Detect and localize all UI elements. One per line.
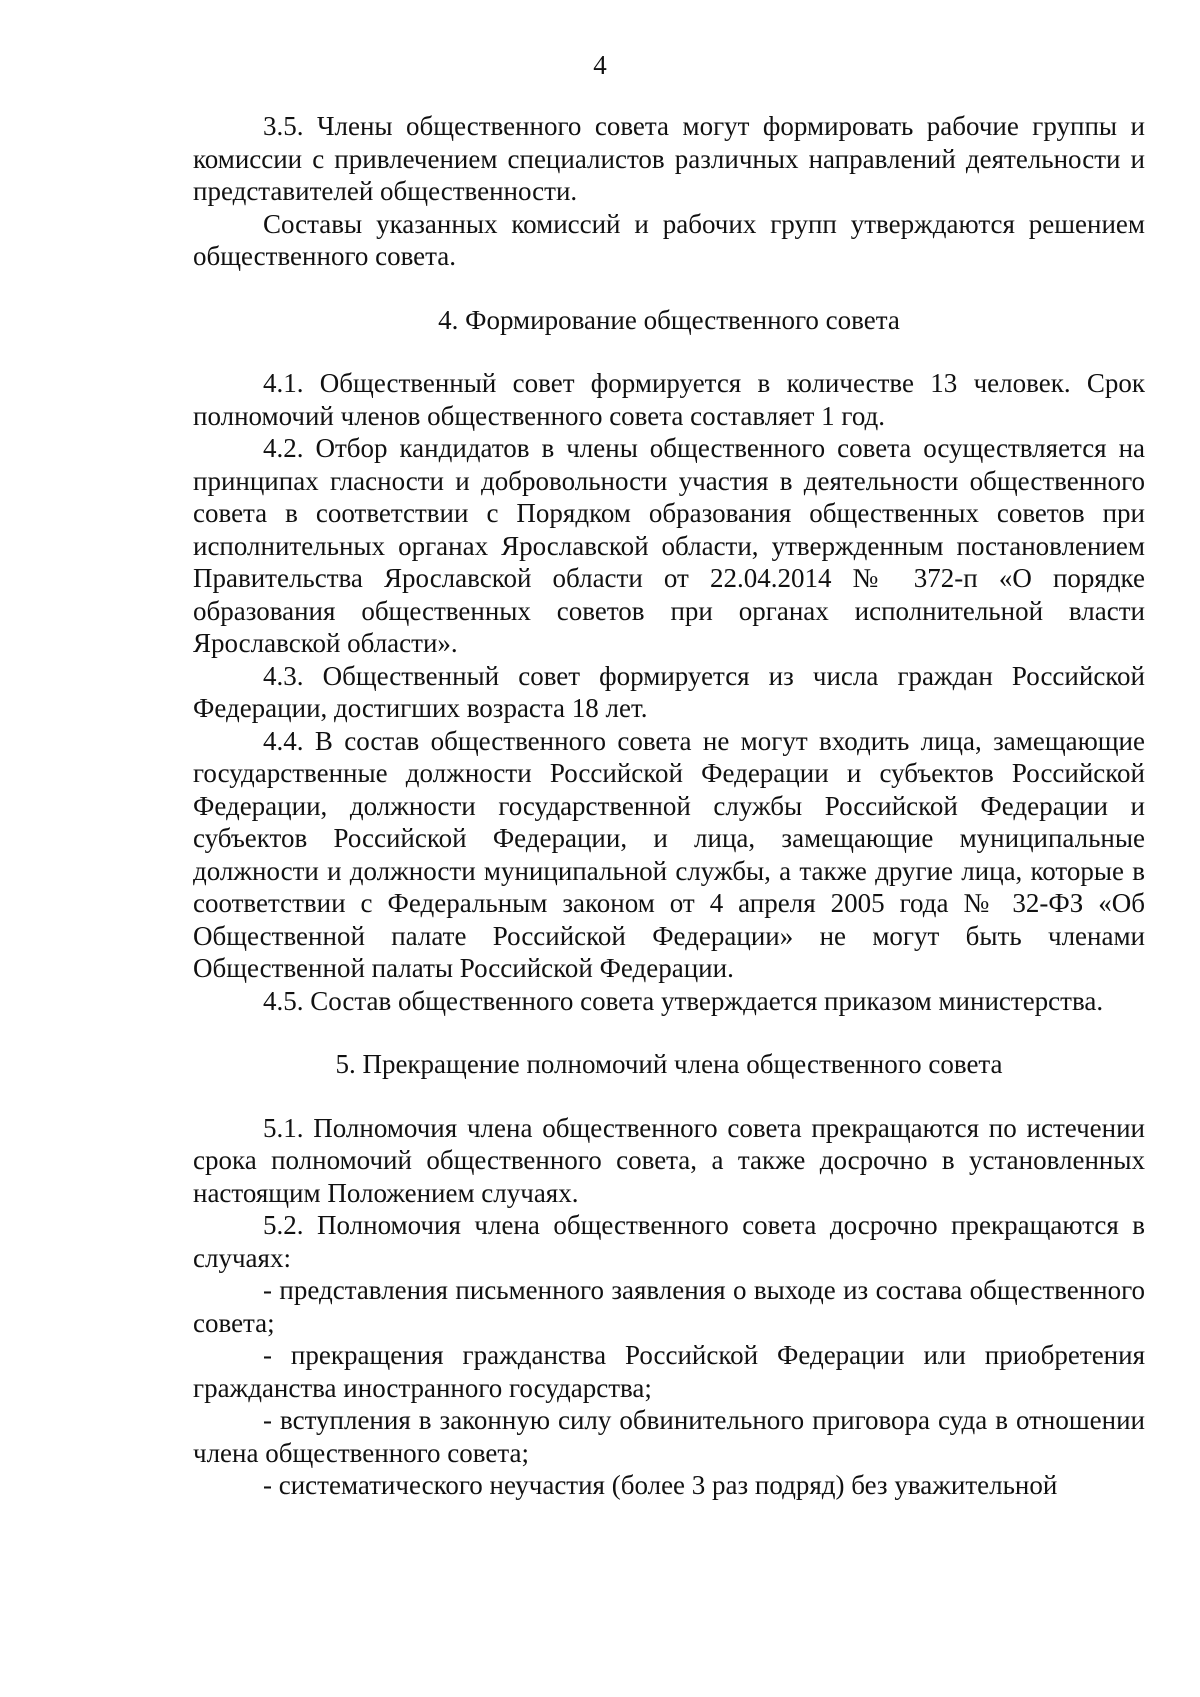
list-item-absence: - систематического неучастия (более 3 раз подряд) без уважительной bbox=[263, 1470, 1058, 1500]
paragraph-4-2: 4.2. Отбор кандидатов в члены общественного совета осуществляется на принципах гласности и добровольности участия в деятельности общественного совета в соответствии с Порядком образования общественных советов при исполнительных органах Ярославской области, утвержденным постановлением Правительства Ярославской области от 22.04.2014 № 372-п «О порядке образования общественных советов при органах исполнительной власти Ярославской области». bbox=[193, 433, 1145, 658]
section-heading-4: 4. Формирование общественного совета bbox=[438, 304, 900, 335]
paragraph-4-1: 4.1. Общественный совет формируется в количестве 13 человек. Срок полномочий членов общественного совета составляет 1 год. bbox=[193, 368, 1145, 431]
paragraph-4-5: 4.5. Состав общественного совета утверждается приказом министерства. bbox=[263, 985, 1104, 1016]
paragraph-commissions: Составы указанных комиссий и рабочих групп утверждаются решением общественного совета. bbox=[193, 208, 1145, 271]
section-heading-5: 5. Прекращение полномочий члена общественного совета bbox=[335, 1049, 1003, 1079]
document-body bbox=[193, 110, 1145, 1502]
paragraph-4-4: 4.4. В состав общественного совета не могут входить лица, замещающие государственные должности Российской Федерации и субъектов Российской Федерации, должности государственной службы Российской Федерации и субъектов Российской Федерации, и лица, замещающие муниципальные должности и должности муниципальной службы, а также другие лица, которые в соответствии с Федеральным законом от 4 апреля 2005 года № 32-ФЗ «Об Общественной палате Российской Федерации» не могут быть членами Общественной палаты Российской Федерации. bbox=[193, 725, 1145, 983]
paragraph-5-1: 5.1. Полномочия члена общественного совета прекращаются по истечении срока полномочий общественного совета, а также досрочно в установленных настоящим Положением случаях. bbox=[193, 1112, 1145, 1208]
list-item-verdict: - вступления в законную силу обвинительного приговора суда в отношении члена общественного совета; bbox=[193, 1405, 1145, 1468]
section-heading-block bbox=[193, 304, 1145, 337]
list-item-statement: - представления письменного заявления о выходе из состава общественного совета; bbox=[193, 1275, 1145, 1338]
page-number: 4 bbox=[593, 50, 607, 80]
paragraph-4-3: 4.3. Общественный совет формируется из числа граждан Российской Федерации, достигших возраста 18 лет. bbox=[193, 660, 1145, 723]
paragraph-3-5: 3.5. Члены общественного совета могут формировать рабочие группы и комиссии с привлечением специалистов различных направлений деятельности и представителей общественности. bbox=[193, 111, 1145, 206]
section-heading-block bbox=[193, 1048, 1145, 1081]
list-item-citizenship: - прекращения гражданства Российской Федерации или приобретения гражданства иностранного государства; bbox=[193, 1340, 1145, 1403]
paragraph-5-2: 5.2. Полномочия члена общественного совета досрочно прекращаются в случаях: bbox=[193, 1210, 1145, 1273]
